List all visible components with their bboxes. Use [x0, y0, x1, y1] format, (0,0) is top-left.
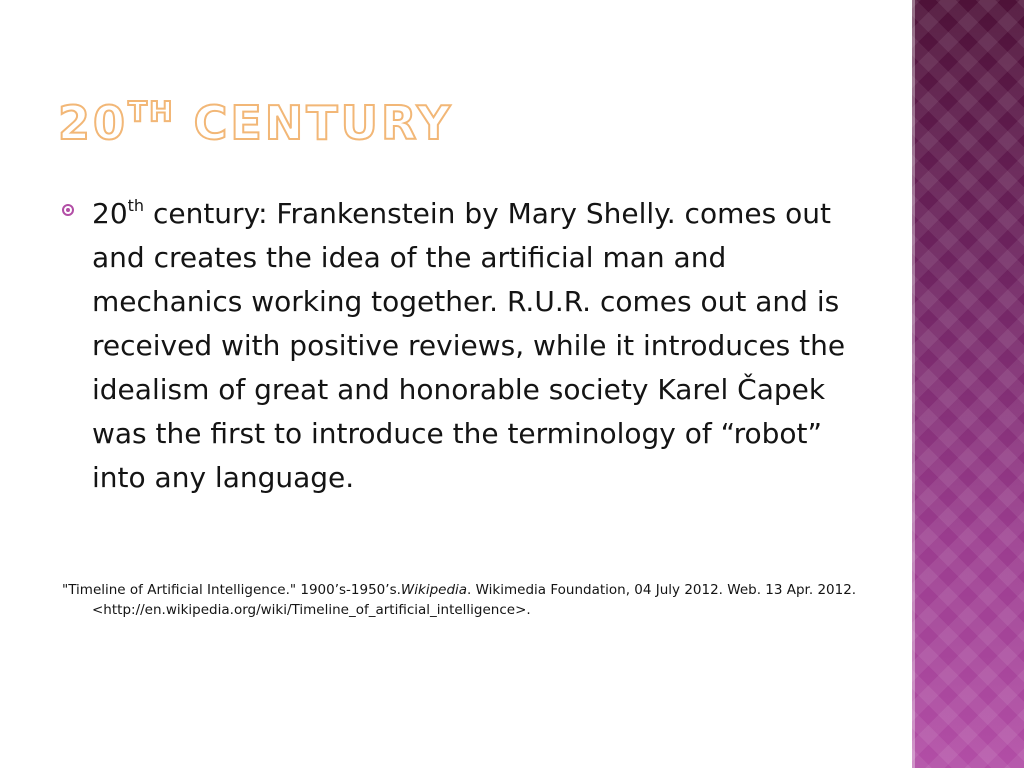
title-number: 20: [58, 96, 129, 150]
citation-source: Wikipedia: [400, 582, 468, 598]
target-bullet-icon: [62, 204, 74, 216]
bullet-item: [62, 192, 862, 500]
title-word: CENTURY: [193, 96, 454, 150]
bullet-body: century: Frankenstein by Mary Shelly. comes out and creates the idea of the artificial man and mechanics working together. R.U.R. comes out and is received with positive reviews, while it introduces the idealism of great and honorable society Karel Čapek was the first to introduce the terminology of “robot” into any language.: [92, 197, 846, 494]
bullet-text: [92, 192, 862, 500]
citation: [62, 580, 892, 620]
title-suffix: TH: [128, 95, 175, 128]
side-band-edge: [912, 0, 915, 768]
slide-title: [58, 95, 454, 150]
citation-part-2: . Wikimedia Foundation, 04 July 2012. Web. 13 Apr. 2012. <http://en.wikipedia.org/wiki/Timeline_of_artificial_intelligence>.: [92, 582, 857, 618]
citation-part-1: "Timeline of Artificial Intelligence." 1900’s-1950’s.: [62, 582, 401, 598]
bullet-lead-suffix: th: [127, 196, 145, 215]
bullet-lead-number: 20: [92, 197, 128, 230]
decorative-side-band: [912, 0, 1024, 768]
